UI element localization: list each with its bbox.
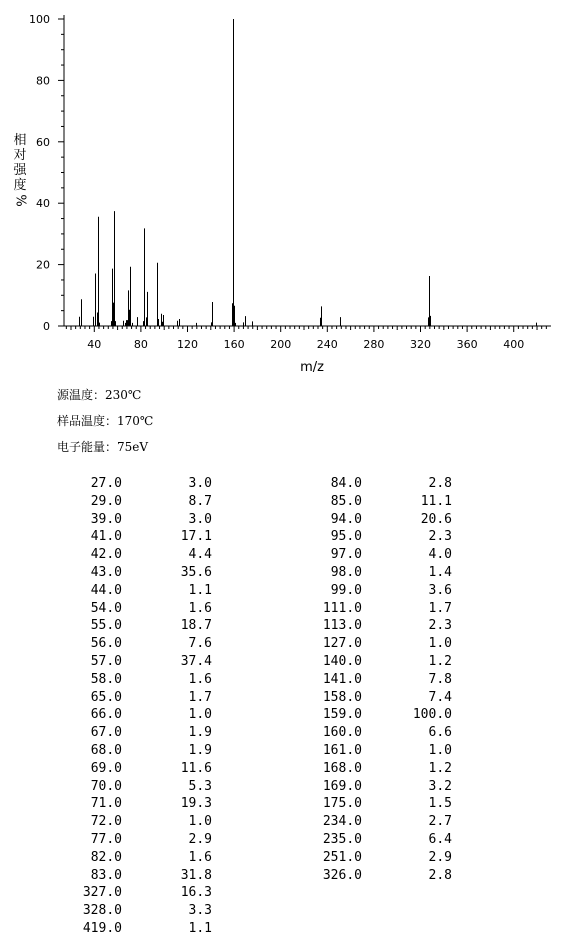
y-tick-label: 80: [36, 74, 50, 88]
peak-row: [292, 635, 452, 653]
peak-row: [52, 867, 212, 885]
peak-mz: 68.0: [90, 742, 122, 758]
peak-mz: 56.0: [90, 636, 122, 652]
peak-mz: 419.0: [82, 920, 122, 936]
peak-mz: 42.0: [90, 547, 122, 563]
peak-abundance: 1.0: [428, 636, 452, 652]
peak-abundance: 37.4: [180, 653, 212, 669]
x-tick-label: 240: [316, 338, 338, 351]
peak-row: [292, 778, 452, 796]
peak-abundance: 2.8: [428, 867, 452, 883]
peak-mz: 327.0: [82, 885, 122, 901]
peak-mz: 328.0: [82, 903, 122, 919]
peak-row: [292, 706, 452, 724]
peak-abundance: 5.3: [188, 778, 212, 794]
peak-row: [292, 724, 452, 742]
peak-row: [52, 884, 212, 902]
peak-abundance: 20.6: [420, 511, 452, 527]
peak-mz: 55.0: [90, 618, 122, 634]
peak-mz: 98.0: [330, 564, 362, 580]
x-tick-label: 280: [363, 338, 385, 351]
peak-mz: 57.0: [90, 653, 122, 669]
peak-mz: 54.0: [90, 600, 122, 616]
peak-row: [52, 813, 212, 831]
peak-row: [52, 849, 212, 867]
peak-abundance: 1.6: [188, 849, 212, 865]
peak-mz: 83.0: [90, 867, 122, 883]
peak-mz: 43.0: [90, 564, 122, 580]
peak-mz: 65.0: [90, 689, 122, 705]
peak-abundance: 35.6: [180, 564, 212, 580]
peak-row: [52, 795, 212, 813]
peak-abundance: 2.9: [188, 831, 212, 847]
peak-abundance: 1.4: [428, 564, 452, 580]
peak-mz: 84.0: [330, 476, 362, 491]
peak-row: [292, 831, 452, 849]
peak-abundance: 7.6: [188, 636, 212, 652]
peak-mz: 141.0: [322, 671, 362, 687]
sample-temperature: 样品温度：170℃: [57, 414, 154, 428]
peak-mz: 72.0: [90, 814, 122, 830]
peak-abundance: 6.4: [428, 831, 452, 847]
peak-row: [52, 511, 212, 529]
peak-row: [292, 671, 452, 689]
peak-table-right: [292, 475, 452, 884]
peak-row: [52, 689, 212, 707]
peak-abundance: 4.0: [428, 547, 452, 563]
peak-abundance: 1.6: [188, 600, 212, 616]
peak-abundance: 11.1: [420, 493, 452, 509]
peak-abundance: 2.3: [428, 529, 452, 545]
peak-mz: 113.0: [322, 618, 362, 634]
peak-abundance: 1.0: [188, 707, 212, 723]
peak-row: [52, 653, 212, 671]
peak-mz: 140.0: [322, 653, 362, 669]
peak-row: [292, 600, 452, 618]
peak-mz: 97.0: [330, 547, 362, 563]
x-tick-label: 40: [87, 338, 102, 351]
y-axis-label-char: 相: [13, 133, 27, 148]
peak-mz: 127.0: [322, 636, 362, 652]
peak-row: [52, 546, 212, 564]
peak-abundance: 19.3: [180, 796, 212, 812]
peak-mz: 234.0: [322, 814, 362, 830]
peak-row: [292, 493, 452, 511]
peak-abundance: 8.7: [188, 493, 212, 509]
peak-row: [52, 671, 212, 689]
peak-abundance: 7.4: [428, 689, 452, 705]
x-tick-label: 200: [270, 338, 292, 351]
peak-mz: 69.0: [90, 760, 122, 776]
peak-row: [292, 511, 452, 529]
peak-abundance: 1.1: [188, 582, 212, 598]
peak-abundance: 1.9: [188, 725, 212, 741]
peak-abundance: 1.7: [428, 600, 452, 616]
acquisition-conditions: [57, 382, 153, 460]
peak-row: [52, 600, 212, 618]
y-tick-label: 60: [36, 135, 50, 149]
peak-row: [52, 778, 212, 796]
peak-abundance: 2.8: [428, 476, 452, 491]
peak-abundance: 4.4: [188, 547, 212, 563]
peak-abundance: 17.1: [180, 529, 212, 545]
peak-abundance: 2.9: [428, 849, 452, 865]
peak-row: [52, 617, 212, 635]
peak-mz: 99.0: [330, 582, 362, 598]
peak-abundance: 16.3: [180, 885, 212, 901]
x-tick-label: 80: [133, 338, 148, 351]
peak-abundance: 1.0: [188, 814, 212, 830]
y-tick-label: 100: [29, 13, 50, 26]
electron-energy: 电子能量：75eV: [57, 440, 149, 454]
peak-row: [292, 564, 452, 582]
peak-row: [52, 582, 212, 600]
peak-row: [292, 475, 452, 493]
y-axis-label-char: 对: [13, 148, 27, 163]
peak-row: [292, 795, 452, 813]
peak-table-left: [52, 475, 212, 938]
peak-abundance: 6.6: [428, 725, 452, 741]
peak-mz: 159.0: [322, 707, 362, 723]
peak-abundance: 18.7: [180, 618, 212, 634]
peak-abundance: 1.1: [188, 920, 212, 936]
chart-axes: [64, 15, 551, 326]
peak-mz: 251.0: [322, 849, 362, 865]
peak-mz: 169.0: [322, 778, 362, 794]
peak-row: [292, 849, 452, 867]
peak-abundance: 3.6: [428, 582, 452, 598]
peak-row: [52, 742, 212, 760]
peak-abundance: 11.6: [180, 760, 212, 776]
peak-mz: 175.0: [322, 796, 362, 812]
peak-abundance: 1.7: [188, 689, 212, 705]
peak-abundance: 3.0: [188, 476, 212, 491]
peak-abundance: 1.9: [188, 742, 212, 758]
y-axis-label-char: %: [12, 194, 28, 207]
peak-abundance: 1.6: [188, 671, 212, 687]
peak-row: [292, 742, 452, 760]
peak-row: [292, 546, 452, 564]
peak-row: [52, 706, 212, 724]
peak-mz: 235.0: [322, 831, 362, 847]
peak-row: [52, 831, 212, 849]
peak-mz: 94.0: [330, 511, 362, 527]
peak-abundance: 3.3: [188, 903, 212, 919]
peak-mz: 41.0: [90, 529, 122, 545]
peak-row: [292, 653, 452, 671]
y-tick-label: 20: [36, 258, 50, 272]
peak-row: [52, 493, 212, 511]
y-tick-label: 0: [43, 320, 50, 333]
peak-row: [292, 867, 452, 885]
peak-row: [292, 689, 452, 707]
peak-mz: 27.0: [90, 476, 122, 491]
peak-abundance: 1.2: [428, 760, 452, 776]
peak-row: [52, 564, 212, 582]
peak-mz: 66.0: [90, 707, 122, 723]
peak-mz: 161.0: [322, 742, 362, 758]
peak-abundance: 100.0: [412, 707, 452, 723]
peak-abundance: 1.5: [428, 796, 452, 812]
x-axis-label: m/z: [300, 360, 324, 375]
peak-row: [292, 528, 452, 546]
peak-mz: 168.0: [322, 760, 362, 776]
peak-row: [52, 902, 212, 920]
peak-mz: 82.0: [90, 849, 122, 865]
peak-mz: 67.0: [90, 725, 122, 741]
peak-mz: 44.0: [90, 582, 122, 598]
peak-abundance: 1.2: [428, 653, 452, 669]
y-axis-label-char: 强: [13, 163, 27, 178]
peak-row: [52, 635, 212, 653]
peak-row: [52, 724, 212, 742]
peak-abundance: 2.7: [428, 814, 452, 830]
source-temperature: 源温度：230℃: [57, 388, 142, 402]
peak-row: [52, 475, 212, 493]
y-axis-label-char: 度: [13, 178, 27, 193]
peak-row: [292, 813, 452, 831]
peak-mz: 77.0: [90, 831, 122, 847]
x-tick-label: 320: [410, 338, 432, 351]
peak-abundance: 1.0: [428, 742, 452, 758]
peak-mz: 158.0: [322, 689, 362, 705]
peak-mz: 111.0: [322, 600, 362, 616]
peak-mz: 70.0: [90, 778, 122, 794]
peak-row: [52, 760, 212, 778]
peak-mz: 160.0: [322, 725, 362, 741]
chart-bars: [80, 19, 537, 326]
peak-mz: 71.0: [90, 796, 122, 812]
peak-mz: 326.0: [322, 867, 362, 883]
peak-abundance: 7.8: [428, 671, 452, 687]
x-tick-label: 120: [176, 338, 198, 351]
peak-row: [52, 528, 212, 546]
y-axis-label: [10, 133, 30, 208]
peak-abundance: 3.2: [428, 778, 452, 794]
mass-spectrum-chart: [0, 0, 570, 380]
peak-mz: 58.0: [90, 671, 122, 687]
y-tick-label: 40: [36, 197, 50, 211]
peak-row: [292, 617, 452, 635]
peak-abundance: 3.0: [188, 511, 212, 527]
peak-abundance: 2.3: [428, 618, 452, 634]
peak-mz: 95.0: [330, 529, 362, 545]
peak-row: [292, 760, 452, 778]
peak-row: [292, 582, 452, 600]
peak-mz: 29.0: [90, 493, 122, 509]
x-tick-label: 160: [223, 338, 245, 351]
peak-mz: 39.0: [90, 511, 122, 527]
peak-row: [52, 920, 212, 938]
x-tick-label: 360: [456, 338, 478, 351]
peak-abundance: 31.8: [180, 867, 212, 883]
x-tick-label: 400: [503, 338, 525, 351]
chart-ticks: [29, 13, 546, 351]
peak-mz: 85.0: [330, 493, 362, 509]
